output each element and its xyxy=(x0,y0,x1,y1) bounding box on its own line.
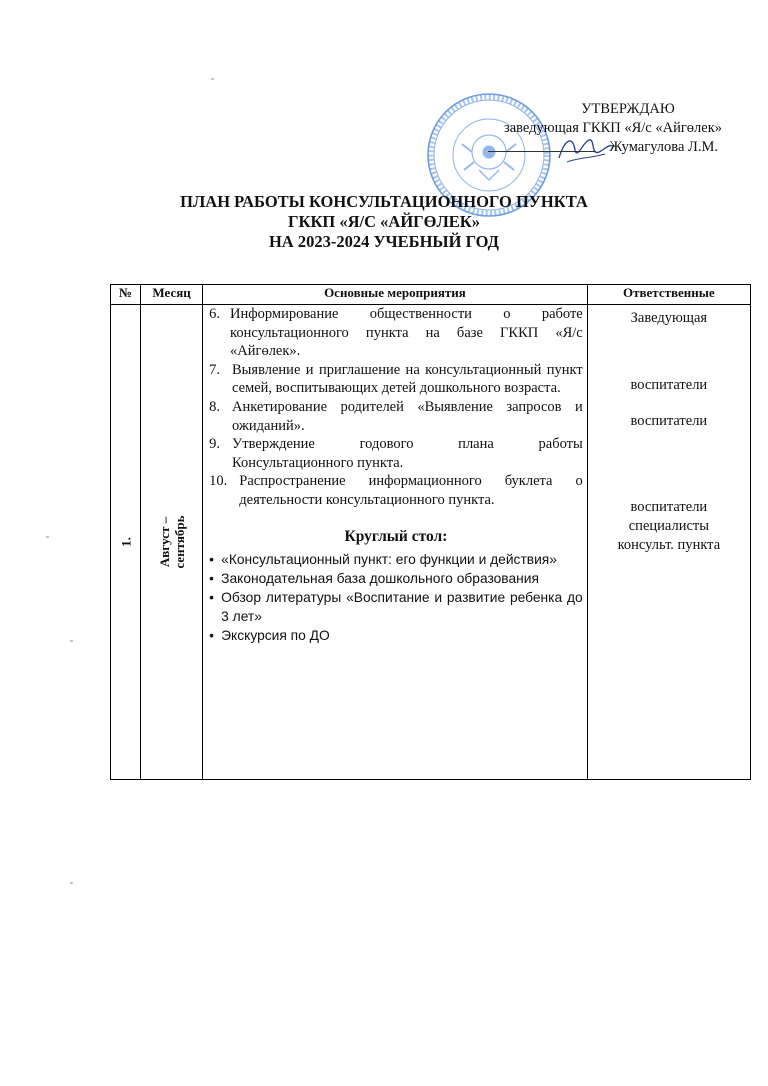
responsible-entry: воспитатели xyxy=(630,499,708,515)
header-activities: Основные мероприятия xyxy=(203,285,588,305)
row-month-cell xyxy=(141,305,203,780)
roundtable-title: Круглый стол: xyxy=(344,527,448,545)
table-row xyxy=(111,305,751,780)
approval-position: заведующая ГККП «Я/с «Айгөлек» xyxy=(503,120,722,136)
responsible-entry: воспитатели xyxy=(630,413,708,429)
table-header-row xyxy=(111,285,751,305)
row-num: 1. xyxy=(118,537,134,547)
activity-number: 10. xyxy=(209,473,228,490)
activity-number: 9. xyxy=(209,436,221,453)
header-num: № xyxy=(111,285,141,305)
scan-speck xyxy=(46,536,49,538)
list-item: • Экскурсия по ДО xyxy=(209,626,583,645)
activities-cell xyxy=(203,305,588,780)
activity-number: 8. xyxy=(209,398,221,415)
activity-item xyxy=(209,305,583,361)
scan-speck xyxy=(211,78,214,80)
responsible-entry: воспитатели xyxy=(630,377,708,393)
scan-speck xyxy=(70,640,73,642)
activity-text: Распространение информационного буклета о деятельности консультационного пункта. xyxy=(239,473,583,508)
list-item: • Законодательная база дошкольного образования xyxy=(209,569,583,588)
title-line-1: ПЛАН РАБОТЫ КОНСУЛЬТАЦИОННОГО ПУНКТА xyxy=(180,192,588,211)
row-num-cell xyxy=(111,305,141,780)
scan-speck xyxy=(70,882,73,884)
activity-text: Выявление и приглашение на консультационный пункт семей, воспитывающих детей дошкольного возраста. xyxy=(232,361,583,397)
approval-title: УТВЕРЖДАЮ xyxy=(581,101,675,117)
title-line-3: НА 2023-2024 УЧЕБНЫЙ ГОД xyxy=(268,232,500,251)
signature-line xyxy=(488,151,596,152)
activity-item xyxy=(209,398,583,435)
header-month: Месяц xyxy=(141,285,203,305)
row-month xyxy=(157,515,187,568)
responsible-entry: Заведующая xyxy=(630,310,708,326)
approval-name: Жумагулова Л.М. xyxy=(609,139,718,155)
responsible-cell xyxy=(587,305,750,780)
month-line-1: Август – xyxy=(156,516,172,568)
title-line-2: ГККП «Я/С «АЙГӨЛЕК» xyxy=(287,212,481,231)
activity-number: 7. xyxy=(209,361,221,378)
list-item: • «Консультационный пункт: его функции и действия» xyxy=(209,550,583,569)
work-plan-table xyxy=(110,284,751,780)
activity-text: Анкетирование родителей «Выявление запросов и ожиданий». xyxy=(232,398,583,434)
responsible-entry: специалисты xyxy=(628,518,709,534)
list-item: • Обзор литературы «Воспитание и развитие ребенка до 3 лет» xyxy=(209,588,583,626)
header-responsible: Ответственные xyxy=(587,285,750,305)
activity-item xyxy=(209,472,583,509)
approval-block xyxy=(488,100,728,157)
activity-text: Утверждение годового плана работы Консультационного пункта. xyxy=(232,436,583,471)
activity-item xyxy=(209,361,583,398)
month-line-2: сентябрь xyxy=(171,515,187,569)
roundtable-list xyxy=(209,550,583,645)
document-title xyxy=(0,192,768,252)
activity-item xyxy=(209,435,583,472)
activity-number: 6. xyxy=(209,306,221,322)
responsible-entry: консульт. пункта xyxy=(617,537,721,553)
activity-text: Информирование общественности о работе консультационного пункта на базе ГККП «Я/с «Айгөлек». xyxy=(230,306,583,360)
approval-name-line xyxy=(488,138,728,157)
